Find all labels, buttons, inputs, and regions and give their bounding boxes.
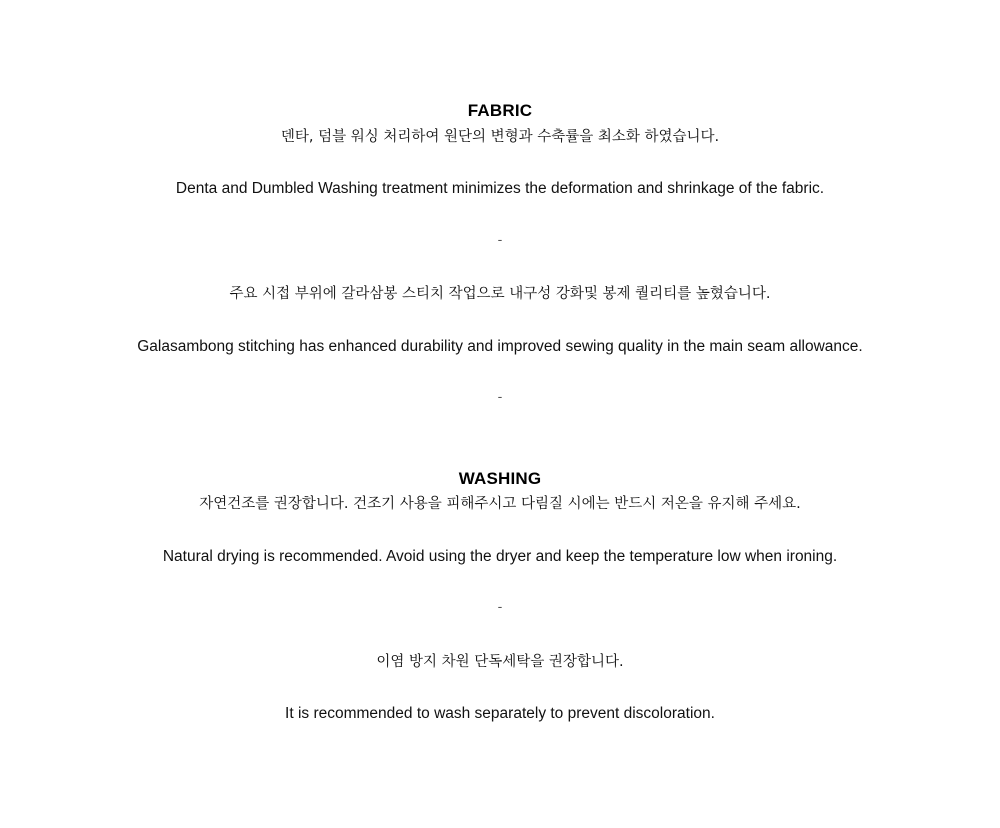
fabric-heading: FABRIC (467, 101, 533, 120)
stitching-description-korean: 주요 시접 부위에 갈라삼봉 스티치 작업으로 내구성 강화및 봉제 퀄리티를 높혔습니다. (229, 286, 771, 302)
separate-wash-korean: 이염 방지 차원 단독세탁을 권장합니다. (376, 654, 624, 670)
stitching-description-english: Galasambong stitching has enhanced durability and improved sewing quality in the main seam allowance. (137, 338, 863, 355)
fabric-separator: - (497, 233, 503, 248)
fabric-description-english: Denta and Dumbled Washing treatment minimizes the deformation and shrinkage of the fabric. (175, 180, 825, 197)
drying-description-korean: 자연건조를 권장합니다. 건조기 사용을 피해주시고 다림질 시에는 반드시 저온을 유지해 주세요. (199, 496, 801, 512)
washing-separator: - (497, 600, 503, 615)
separate-wash-english: It is recommended to wash separately to prevent discoloration. (285, 705, 715, 722)
washing-heading: WASHING (458, 469, 542, 488)
fabric-description-korean: 덴타, 덤블 워싱 처리하여 원단의 변형과 수축률을 최소화 하였습니다. (280, 129, 720, 145)
drying-description-english: Natural drying is recommended. Avoid using the dryer and keep the temperature low when ironing. (162, 548, 838, 565)
section-separator: - (497, 390, 503, 405)
